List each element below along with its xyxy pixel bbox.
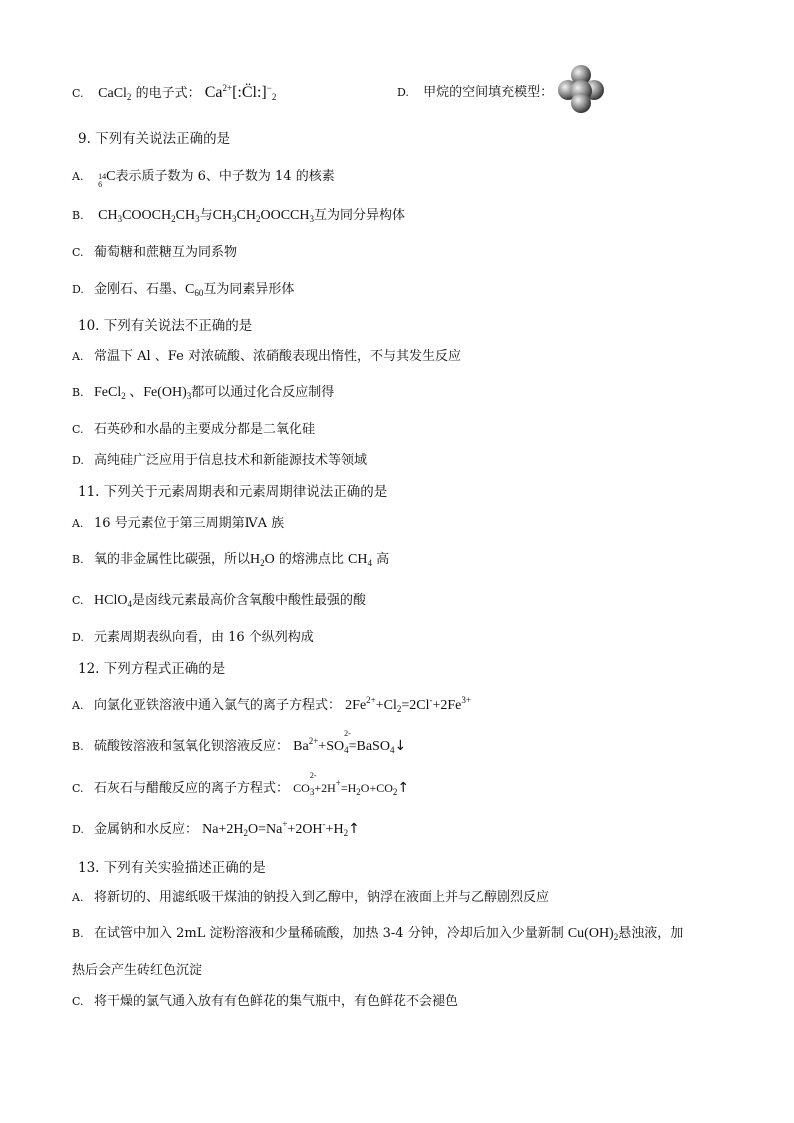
q9-option-d: D. 金刚石、石墨、$C_{60}$互为同素异形体 xyxy=(72,282,295,298)
up-arrow-icon: ↑ xyxy=(397,780,410,796)
q10-option-b: B. FeCl$_2$ 、$Fe(OH)_3$都可以通过化合反应制得 xyxy=(72,385,335,401)
cacl2-electron-formula: $Ca^{2+}[:C̈l:]^-_2$ xyxy=(204,83,277,102)
q11-option-a: A. 16 号元素位于第三周期第ⅣA 族 xyxy=(72,516,285,531)
q10-option-a: A. 常温下 Al 、Fe 对浓硫酸、浓硝酸表现出惰性，不与其发生反应 xyxy=(72,349,461,364)
equation-a: $2Fe^{2+}+Cl_2=2Cl^-+2Fe^{3+}$ xyxy=(345,695,471,714)
q8-option-d: D. 甲烷的空间填充模型： xyxy=(397,85,554,100)
q11-stem: 11. 下列关于元素周期表和元素周期律说法正确的是 xyxy=(78,484,388,500)
q9-option-b: B. $CH_3COOCH_2CH_3$与$CH_3CH_2OOCCH_3$互为同分异构体 xyxy=(72,208,406,224)
q11-option-c: C. HClO$_4$是卤线元素最高价含氧酸中酸性最强的酸 xyxy=(72,593,366,609)
nuclide-symbol: 14 6 C xyxy=(98,169,116,189)
q13-option-c: C. 将干燥的氯气通入放有有色鲜花的集气瓶中，有色鲜花不会褪色 xyxy=(72,994,459,1009)
q9-stem: 9. 下列有关说法正确的是 xyxy=(78,131,231,147)
q11-option-b: B. 氧的非金属性比碳强，所以$H_2O$ 的熔沸点比 $CH_4$ 高 xyxy=(72,552,390,568)
equation-b: $Ba^{2+}+SO$ $_{2- 4}$=BaSO$_4$ xyxy=(293,729,395,755)
equation-c: CO $_{2- 3}+2H^+=H_2O+CO_2$ xyxy=(293,771,398,797)
q12-stem: 12. 下列方程式正确的是 xyxy=(78,661,226,677)
q13-option-a: A. 将新切的、用滤纸吸干煤油的钠投入到乙醇中，钠浮在液面上并与乙醇剧烈反应 xyxy=(72,890,550,905)
q8-option-c: C. CaCl$_2$ 的电子式： $Ca^{2+}[:C̈l:]^-_2$ xyxy=(72,83,277,102)
methane-space-filling-model-icon xyxy=(556,64,606,114)
up-arrow-icon: ↑ xyxy=(348,821,360,837)
q10-option-d: D. 高纯硅广泛应用于信息技术和新能源技术等领域 xyxy=(72,453,368,468)
q13-option-b: B. 在试管中加入 2mL 淀粉溶液和少量稀硫酸，加热 3-4 分钟，冷却后加入少量新制 $Cu(OH)_2$悬浊液，加 xyxy=(72,926,684,942)
q10-option-c: C. 石英砂和水晶的主要成分都是二氧化硅 xyxy=(72,422,316,437)
q13-stem: 13. 下列有关实验描述正确的是 xyxy=(78,860,266,876)
q9-option-c: C. 葡萄糖和蔗糖互为同系物 xyxy=(72,245,238,260)
q12-option-b: B. 硫酸铵溶液和氢氧化钡溶液反应： $Ba^{2+}+SO$ $_{2- 4}$=BaSO$_4$↓ xyxy=(72,729,407,755)
q12-option-c: C. 石灰石与醋酸反应的离子方程式： CO $_{2- 3}+2H^+=H_2O+CO_2↑$ xyxy=(72,771,410,797)
down-arrow-icon: ↓ xyxy=(394,738,407,754)
equation-d: $Na+2H_2O=Na^++2OH^-+H_2$ xyxy=(202,819,349,838)
q12-option-d: D. 金属钠和水反应： $Na+2H_2O=Na^++2OH^-+H_2↑$ xyxy=(72,819,360,838)
q11-option-d: D. 元素周期表纵向看，由 16 个纵列构成 xyxy=(72,630,314,645)
q12-option-a: A. 向氯化亚铁溶液中通入氯气的离子方程式： $2Fe^{2+}+Cl_2=2Cl^-+2Fe^{3+}$ xyxy=(72,695,471,714)
q13-option-b-continued: 热后会产生砖红色沉淀 xyxy=(72,963,203,978)
q10-stem: 10. 下列有关说法不正确的是 xyxy=(78,318,253,334)
q9-option-a: A. 14 6 C表示质子数为 6、中子数为 14 的核素 xyxy=(72,169,335,189)
